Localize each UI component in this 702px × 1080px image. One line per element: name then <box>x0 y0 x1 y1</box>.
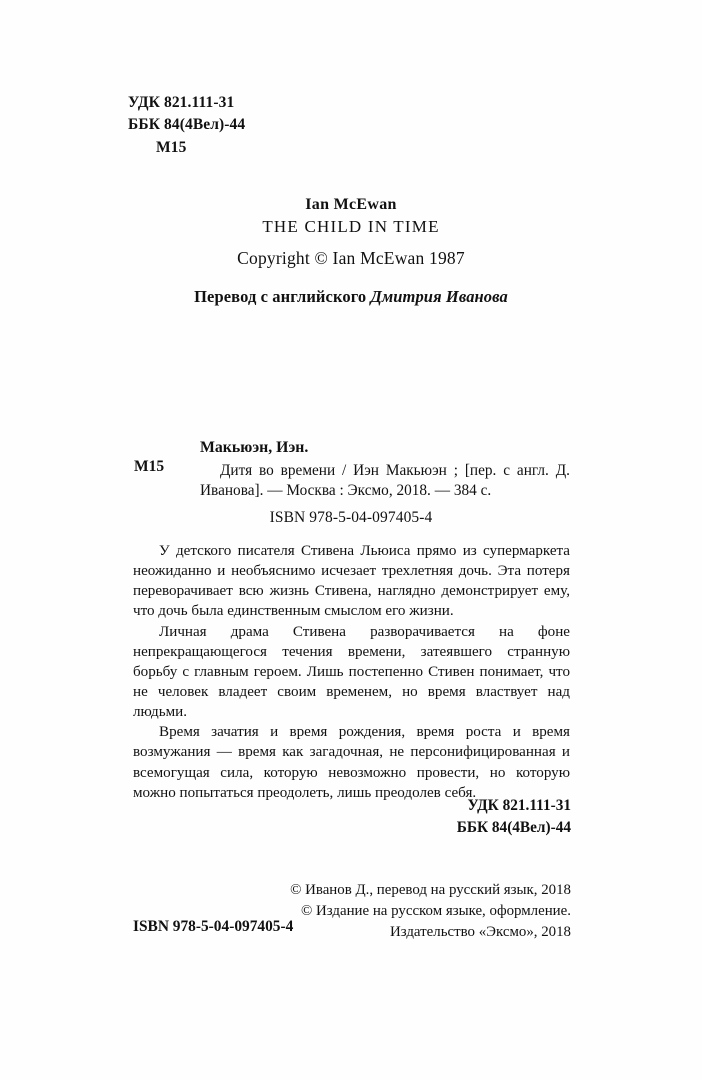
copyright-notice: Copyright © Ian McEwan 1987 <box>237 248 465 268</box>
publisher-line: Издательство «Эксмо», 2018 <box>389 924 571 941</box>
cip-shelf-code: М15 <box>134 458 165 475</box>
copyright-line-translation: © Иванов Д., перевод на русский язык, 2018 <box>290 882 571 898</box>
original-author: Ian McEwan <box>305 196 397 213</box>
cip-author: Макьюэн, Иэн. <box>200 439 309 456</box>
copyright-footer <box>290 880 571 943</box>
annotation-paragraph: Личная драма Стивена разворачивается на фоне непрекращающегося течения времени, затеявшего странную борьбу с главным героем. Лишь постепенно Стивен понимает, что не человек владеет своим временем, но время властвует над людьми. <box>133 623 570 721</box>
copyright-line-edition: © Издание на русском языке, оформление. <box>300 903 571 920</box>
udk-code: УДК 821.111-31 <box>128 94 235 111</box>
translation-prefix: Перевод с английского <box>194 287 371 306</box>
annotation-paragraph: У детского писателя Стивена Льюиса прямо из супермаркета неожиданно и необъяснимо исчезает трехлетняя дочь. Эта потеря переворачивает всю жизнь Стивена, наглядно демонстрирует ему, что дочь была единственным смыслом его жизни. <box>133 543 570 620</box>
translator-name: Дмитрия Иванова <box>370 287 508 306</box>
cip-record <box>200 438 570 501</box>
isbn-footer: ISBN 978-5-04-097405-4 <box>133 918 294 935</box>
annotation-block <box>133 541 570 803</box>
udk-code-bottom: УДК 821.111-31 <box>467 797 571 814</box>
isbn-cip: ISBN 978-5-04-097405-4 <box>269 509 433 526</box>
classification-block <box>128 92 245 159</box>
bbk-code-bottom: ББК 84(4Вел)-44 <box>456 819 571 837</box>
cip-description: Дитя во времени / Иэн Макьюэн ; [пер. с англ. Д. Иванова]. — Москва : Эксмо, 2018. — 384 с. <box>200 461 570 500</box>
annotation-paragraph: Время зачатия и время рождения, время роста и время возмужания — время как загадочная, не персонифицированная и всемогущая сила, которую невозможно провести, но которую можно попытаться преодолеть, лишь преодолев себя. <box>133 724 570 801</box>
original-edition-block <box>0 196 702 237</box>
shelf-code: М15 <box>156 138 187 156</box>
translation-credit <box>0 287 702 307</box>
original-title: THE CHILD IN TIME <box>262 217 440 236</box>
bbk-code: ББК 84(4Вел)-44 <box>128 116 246 134</box>
classification-block-bottom <box>457 795 571 839</box>
